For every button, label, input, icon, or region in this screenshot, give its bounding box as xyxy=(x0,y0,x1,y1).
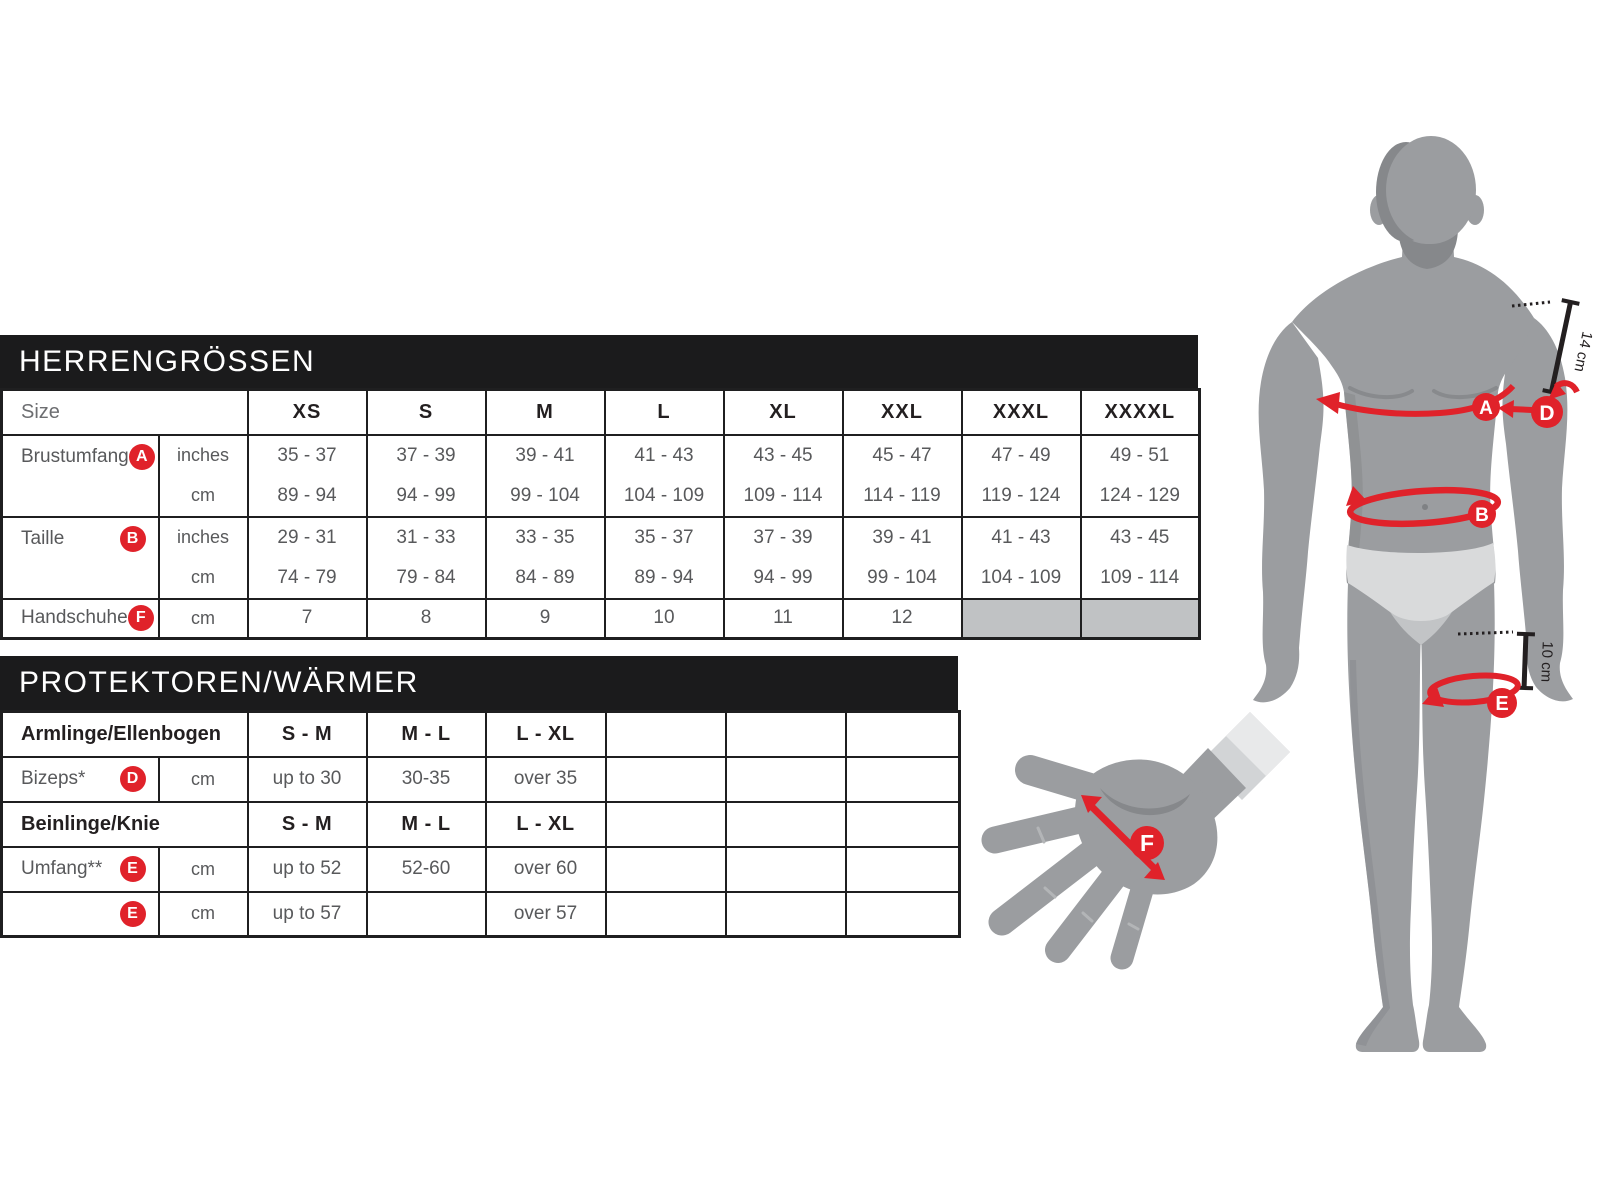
empty-cell xyxy=(606,712,726,757)
chest-cm-m: 99 - 104 xyxy=(486,476,605,517)
svg-text:F: F xyxy=(1139,830,1155,856)
umfang2-unit: cm xyxy=(159,892,248,937)
leg-col-ml: M - L xyxy=(367,802,486,847)
marker-badge-e2: E xyxy=(120,901,146,927)
chest-in-xxxl: 47 - 49 xyxy=(962,435,1081,476)
waist-cm-xl: 94 - 99 xyxy=(724,558,843,599)
empty-cell xyxy=(726,802,846,847)
leg-section-header-row xyxy=(2,802,960,847)
umfang2-ml xyxy=(367,892,486,937)
figure-badge-b xyxy=(1468,500,1496,528)
empty-cell xyxy=(846,802,960,847)
figure-badge-d xyxy=(1531,396,1563,428)
size-col-xs: XS xyxy=(248,390,367,435)
umfang-unit: cm xyxy=(159,847,248,892)
size-header-label: Size xyxy=(2,390,248,435)
umfang-row xyxy=(2,847,960,892)
waist-label-cell xyxy=(2,517,159,599)
umfang2-lxl: over 57 xyxy=(486,892,606,937)
head xyxy=(1386,136,1476,244)
bizeps-ml: 30-35 xyxy=(367,757,486,802)
protectors-table xyxy=(0,710,961,938)
thigh-offset-label: 10 cm xyxy=(1537,641,1556,683)
chest-cm-xxl: 114 - 119 xyxy=(843,476,962,517)
bizeps-label-cell xyxy=(2,757,159,802)
svg-text:A: A xyxy=(1479,398,1493,419)
right-leg xyxy=(1421,582,1495,1052)
empty-cell xyxy=(846,892,960,937)
leg-section-header: Beinlinge/Knie xyxy=(2,802,248,847)
empty-cell xyxy=(846,847,960,892)
waist-label: Taille xyxy=(21,527,65,549)
umfang-label-cell xyxy=(2,847,159,892)
body-figure xyxy=(1253,136,1573,1052)
chest-in-m: 39 - 41 xyxy=(486,435,605,476)
glove-l: 10 xyxy=(605,599,724,639)
arm-section-header: Armlinge/Ellenbogen xyxy=(2,712,248,757)
bizeps-lxl: over 35 xyxy=(486,757,606,802)
chest-cm-xxxl: 119 - 124 xyxy=(962,476,1081,517)
empty-cell xyxy=(606,802,726,847)
figure-badge-a xyxy=(1472,393,1500,421)
left-arm xyxy=(1253,322,1324,702)
svg-text:B: B xyxy=(1475,505,1489,526)
glove-s: 8 xyxy=(367,599,486,639)
empty-cell xyxy=(606,892,726,937)
chest-cm-s: 94 - 99 xyxy=(367,476,486,517)
leg-col-sm: S - M xyxy=(248,802,367,847)
marker-badge-a: A xyxy=(129,444,155,470)
umfang-ml: 52-60 xyxy=(367,847,486,892)
chest-in-xl: 43 - 45 xyxy=(724,435,843,476)
glove-xl: 11 xyxy=(724,599,843,639)
umfang-sm: up to 52 xyxy=(248,847,367,892)
waist-cm-l: 89 - 94 xyxy=(605,558,724,599)
marker-badge-f: F xyxy=(128,605,154,631)
waist-in-m: 33 - 35 xyxy=(486,517,605,558)
waist-in-xxl: 39 - 41 xyxy=(843,517,962,558)
umfang-row-2 xyxy=(2,892,960,937)
chest-in-s: 37 - 39 xyxy=(367,435,486,476)
arm-col-ml: M - L xyxy=(367,712,486,757)
chest-cm-xs: 89 - 94 xyxy=(248,476,367,517)
waist-unit-cm: cm xyxy=(159,558,248,599)
size-col-m: M xyxy=(486,390,605,435)
chest-cm-l: 104 - 109 xyxy=(605,476,724,517)
waist-cm-xxl: 99 - 104 xyxy=(843,558,962,599)
waist-in-s: 31 - 33 xyxy=(367,517,486,558)
chest-label: Brustumfang xyxy=(21,445,129,467)
right-arm xyxy=(1503,318,1574,701)
bizeps-row xyxy=(2,757,960,802)
umfang-lxl: over 60 xyxy=(486,847,606,892)
thumb xyxy=(1030,770,1090,788)
navel xyxy=(1422,504,1428,510)
chest-in-xxl: 45 - 47 xyxy=(843,435,962,476)
chest-in-xxxxl: 49 - 51 xyxy=(1081,435,1200,476)
chest-in-l: 41 - 43 xyxy=(605,435,724,476)
waist-cm-s: 79 - 84 xyxy=(367,558,486,599)
leg-col-lxl: L - XL xyxy=(486,802,606,847)
waist-cm-xs: 74 - 79 xyxy=(248,558,367,599)
empty-cell xyxy=(726,757,846,802)
waist-in-l: 35 - 37 xyxy=(605,517,724,558)
glove-unit: cm xyxy=(159,599,248,639)
arm-length-label: 14 cm xyxy=(1570,329,1596,374)
empty-cell xyxy=(846,757,960,802)
glove-xs: 7 xyxy=(248,599,367,639)
arm-section-header-row xyxy=(2,712,960,757)
empty-cell xyxy=(726,712,846,757)
arm-col-lxl: L - XL xyxy=(486,712,606,757)
waist-cm-xxxxl: 109 - 114 xyxy=(1081,558,1200,599)
waist-unit-inches: inches xyxy=(159,517,248,558)
glove-xxl: 12 xyxy=(843,599,962,639)
figure-badge-f xyxy=(1130,826,1164,860)
marker-badge-d: D xyxy=(120,766,146,792)
chest-label-cell xyxy=(2,435,159,517)
umfang2-label-cell xyxy=(2,892,159,937)
glove-label: Handschuhe xyxy=(21,607,128,629)
size-col-xl: XL xyxy=(724,390,843,435)
waist-in-xs: 29 - 31 xyxy=(248,517,367,558)
figure-badge-e xyxy=(1487,688,1517,718)
svg-text:E: E xyxy=(1495,693,1509,715)
chest-cm-xl: 109 - 114 xyxy=(724,476,843,517)
glove-label-cell xyxy=(2,599,159,639)
marker-badge-b: B xyxy=(120,526,146,552)
waist-in-xxxxl: 43 - 45 xyxy=(1081,517,1200,558)
umfang-label: Umfang** xyxy=(21,858,103,879)
chest-unit-inches: inches xyxy=(159,435,248,476)
empty-cell xyxy=(726,892,846,937)
size-col-l: L xyxy=(605,390,724,435)
marker-badge-e: E xyxy=(120,856,146,882)
bizeps-sm: up to 30 xyxy=(248,757,367,802)
protectors-title-bar xyxy=(0,656,958,710)
chest-unit-cm: cm xyxy=(159,476,248,517)
chest-in-xs: 35 - 37 xyxy=(248,435,367,476)
empty-cell xyxy=(606,847,726,892)
waist-cm-m: 84 - 89 xyxy=(486,558,605,599)
size-col-xxxl: XXXL xyxy=(962,390,1081,435)
bizeps-label: Bizeps* xyxy=(21,768,86,789)
bizeps-unit: cm xyxy=(159,757,248,802)
glove-m: 9 xyxy=(486,599,605,639)
svg-text:D: D xyxy=(1539,402,1555,425)
chest-cm-xxxxl: 124 - 129 xyxy=(1081,476,1200,517)
size-col-xxl: XXL xyxy=(843,390,962,435)
empty-cell xyxy=(606,757,726,802)
size-col-s: S xyxy=(367,390,486,435)
measurement-figure xyxy=(950,100,1600,1100)
size-col-xxxxl: XXXXL xyxy=(1081,390,1200,435)
umfang2-sm: up to 57 xyxy=(248,892,367,937)
protectors-title: PROTEKTOREN/WÄRMER xyxy=(19,666,419,699)
empty-cell xyxy=(846,712,960,757)
mens-sizes-title: HERRENGRÖSSEN xyxy=(19,344,316,378)
waist-cm-xxxl: 104 - 109 xyxy=(962,558,1081,599)
waist-in-xxxl: 41 - 43 xyxy=(962,517,1081,558)
empty-cell xyxy=(726,847,846,892)
arm-col-sm: S - M xyxy=(248,712,367,757)
waist-in-xl: 37 - 39 xyxy=(724,517,843,558)
